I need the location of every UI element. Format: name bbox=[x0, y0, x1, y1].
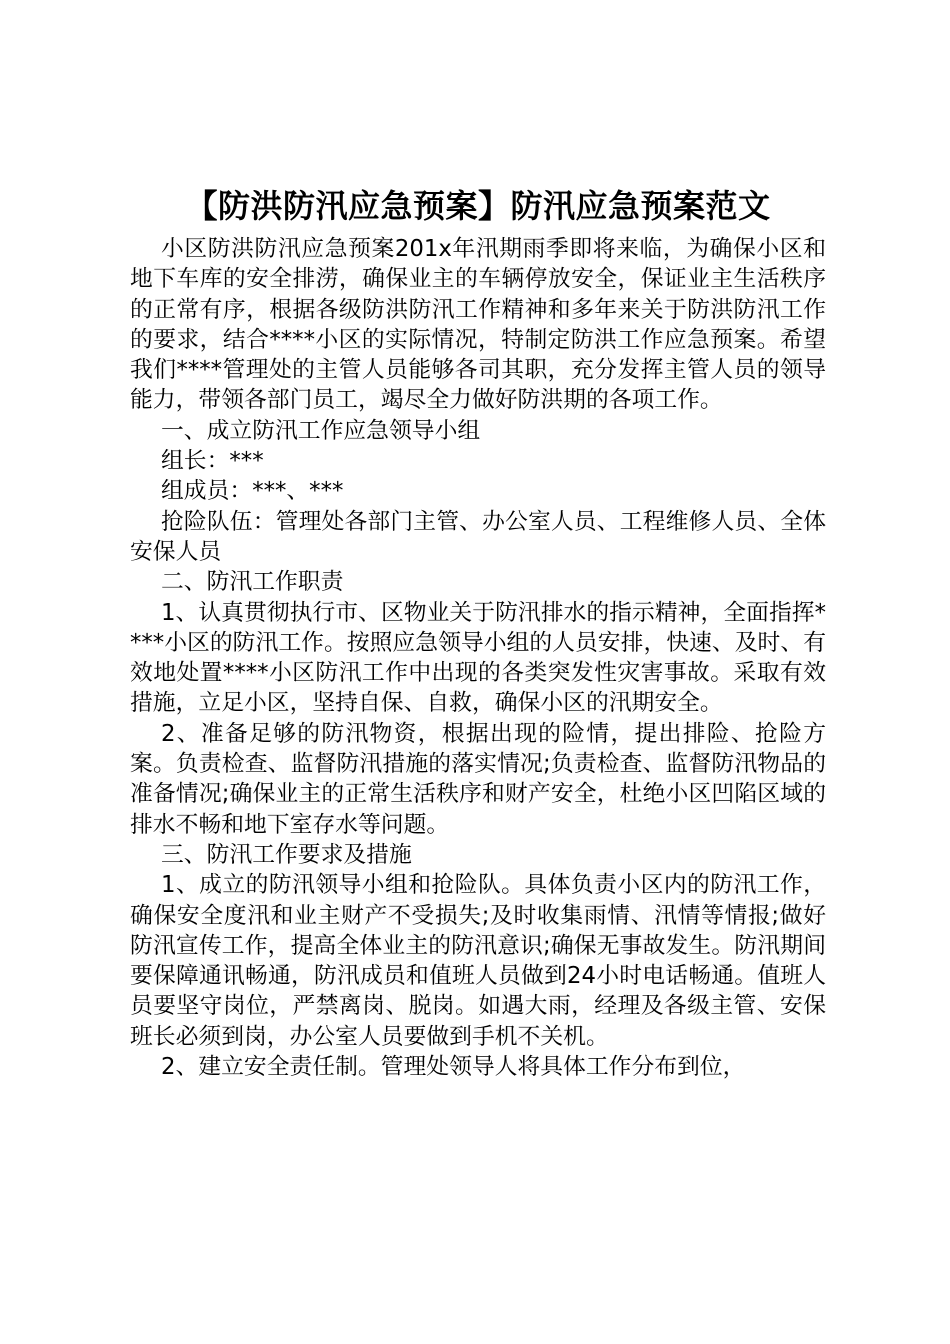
section-3-heading: 三、防汛工作要求及措施 bbox=[161, 841, 412, 868]
section-1-heading: 一、成立防汛工作应急领导小组 bbox=[161, 417, 481, 444]
intro-paragraph: 小区防洪防汛应急预案201x年汛期雨季即将来临，为确保小区和地下车库的安全排涝，确保业主的车辆停放安全，保证业主生活秩序的正常有序，根据各级防洪防汛工作精神和多年来关于防洪防汛工作的要求，结合****小区的实际情况，特制定防洪工作应急预案。希望我们****管理处的主管人员能够各司其职，充分发挥主管人员的领导能力，带领各部门员工，竭尽全力做好防洪期的各项工作。 bbox=[130, 236, 826, 414]
section-2-heading: 二、防汛工作职责 bbox=[161, 569, 344, 596]
duty-1-paragraph: 1、认真贯彻执行市、区物业关于防汛排水的指示精神，全面指挥****小区的防汛工作。按照应急领导小组的人员安排，快速、及时、有效地处置****小区防汛工作中出现的各类突发性灾害事故。采取有效措施，立足小区，坚持自保、自救，确保小区的汛期安全。 bbox=[130, 599, 826, 717]
document-title: 【防洪防汛应急预案】防汛应急预案范文 bbox=[185, 187, 771, 225]
rescue-team: 抢险队伍：管理处各部门主管、办公室人员、工程维修人员、全体安保人员 bbox=[130, 508, 826, 565]
duty-2-paragraph: 2、准备足够的防汛物资，根据出现的险情，提出排险、抢险方案。负责检查、监督防汛措施的落实情况;负责检查、监督防汛物品的准备情况;确保业主的正常生活秩序和财产安全，杜绝小区凹陷区域的排水不畅和地下室存水等问题。 bbox=[130, 720, 826, 838]
measure-2-paragraph: 2、建立安全责任制。管理处领导人将具体工作分布到位， bbox=[161, 1054, 746, 1081]
measure-1-paragraph: 1、成立的防汛领导小组和抢险队。具体负责小区内的防汛工作，确保安全度汛和业主财产不受损失;及时收集雨情、汛情等情报;做好防汛宣传工作，提高全体业主的防汛意识;确保无事故发生。防汛期间要保障通讯畅通，防汛成员和值班人员做到24小时电话畅通。值班人员要坚守岗位，严禁离岗、脱岗。如遇大雨，经理及各级主管、安保班长必须到岗，办公室人员要做到手机不关机。 bbox=[130, 872, 826, 1050]
document-page bbox=[130, 183, 826, 1082]
team-leader: 组长：*** bbox=[161, 448, 264, 475]
team-members: 组成员：***、*** bbox=[161, 478, 344, 505]
